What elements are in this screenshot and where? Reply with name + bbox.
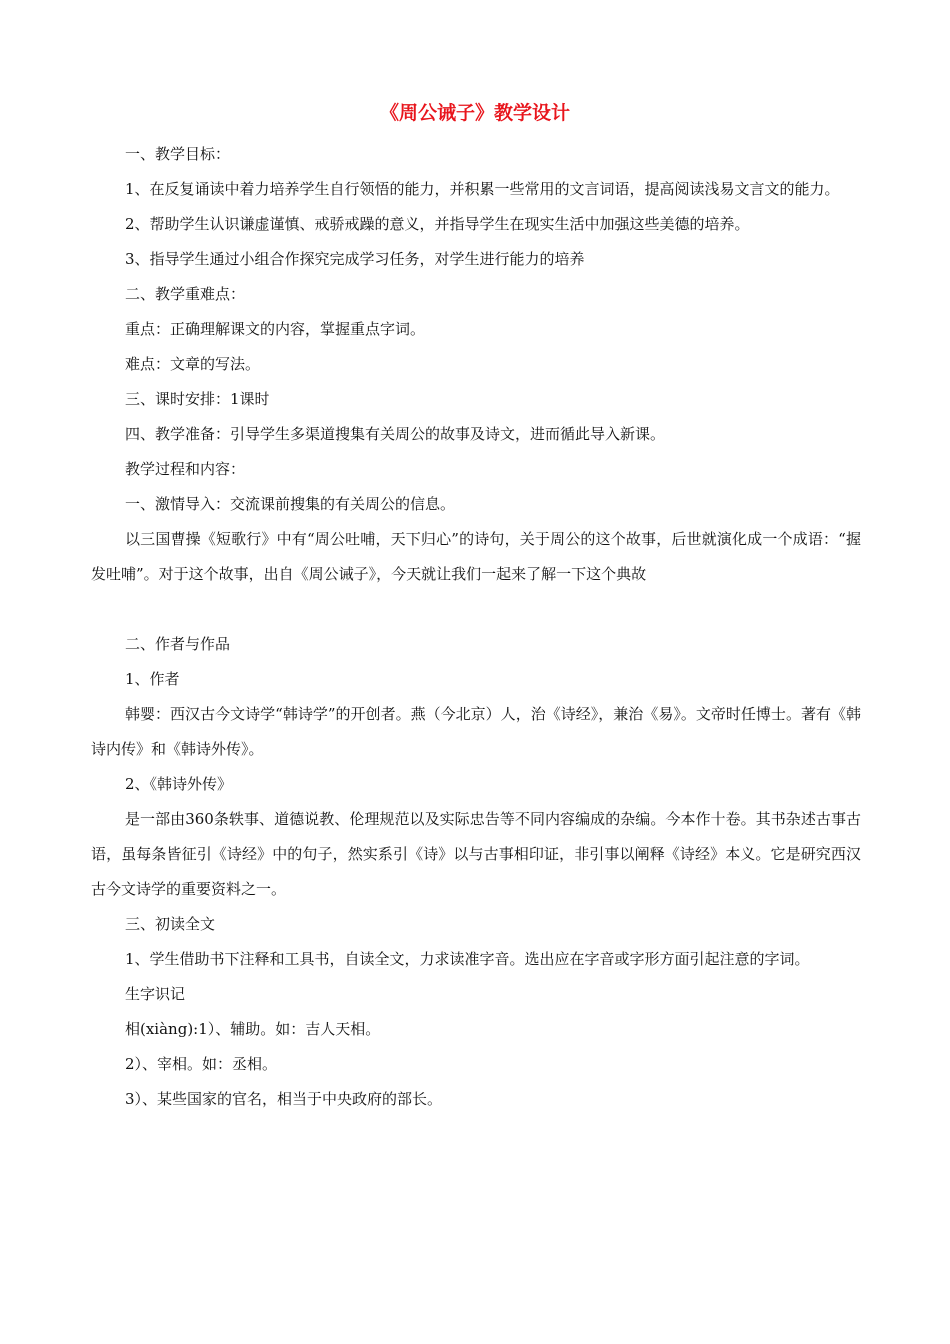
goal-paragraph-2: 2、帮助学生认识谦虚谨慎、戒骄戒躁的意义，并指导学生在现实生活中加强这些美德的培养。 [125, 215, 750, 233]
introduction-paragraph: 以三国曹操《短歌行》中有“周公吐哺，天下归心”的诗句，关于周公的这个故事，后世就演化成一个成语：“握发吐哺”。对于这个故事，出自《周公诫子》，今天就让我们一起来了解一下这个典故 [91, 530, 861, 583]
heading-teaching-goals: 一、教学目标： [125, 145, 231, 163]
word-entry-2: 2）、宰相。如：丞相。 [125, 1055, 278, 1073]
difficulty-paragraph: 难点：文章的写法。 [125, 355, 261, 373]
goal-paragraph-3: 3、指导学生通过小组合作探究完成学习任务，对学生进行能力的培养 [125, 250, 585, 268]
word-entry-3: 3）、某些国家的官名，相当于中央政府的部长。 [125, 1090, 443, 1108]
word-entry-1: 相(xiàng):1）、辅助。如：吉人天相。 [125, 1020, 381, 1038]
heading-introduction: 一、激情导入：交流课前搜集的有关周公的信息。 [125, 495, 456, 513]
document-body [91, 137, 861, 1117]
document-title: 《周公诫子》教学设计 [379, 102, 570, 124]
heading-process: 教学过程和内容： [125, 460, 246, 478]
subheading-work: 2、《韩诗外传》 [125, 775, 233, 793]
subheading-author: 1、作者 [125, 670, 180, 688]
goal-paragraph-1: 1、在反复诵读中着力培养学生自行领悟的能力，并积累一些常用的文言词语，提高阅读浅易文言文的能力。 [125, 180, 840, 198]
heading-preparation: 四、教学准备：引导学生多渠道搜集有关周公的故事及诗文，进而循此导入新课。 [125, 425, 666, 443]
subheading-new-words: 生字识记 [125, 985, 186, 1003]
heading-schedule: 三、课时安排：1课时 [125, 390, 270, 408]
heading-author-works: 二、作者与作品 [125, 635, 231, 653]
work-paragraph: 是一部由360条轶事、道德说教、伦理规范以及实际忠告等不同内容编成的杂编。今本作十卷。其书杂述古事古语，虽每条皆征引《诗经》中的句子，然实系引《诗》以与古事相印证，非引事以阐释《诗经》本义。它是研究西汉古今文诗学的重要资料之一。 [91, 810, 861, 898]
heading-first-reading: 三、初读全文 [125, 915, 216, 933]
author-paragraph: 韩婴：西汉古今文诗学“韩诗学”的开创者。燕（今北京）人，治《诗经》，兼治《易》。文帝时任博士。著有《韩诗内传》和《韩诗外传》。 [91, 705, 861, 758]
key-point-paragraph: 重点：正确理解课文的内容，掌握重点字词。 [125, 320, 426, 338]
first-reading-paragraph: 1、学生借助书下注释和工具书，自读全文，力求读准字音。选出应在字音或字形方面引起注意的字词。 [125, 950, 810, 968]
heading-key-points: 二、教学重难点： [125, 285, 246, 303]
blank-line [91, 592, 861, 627]
